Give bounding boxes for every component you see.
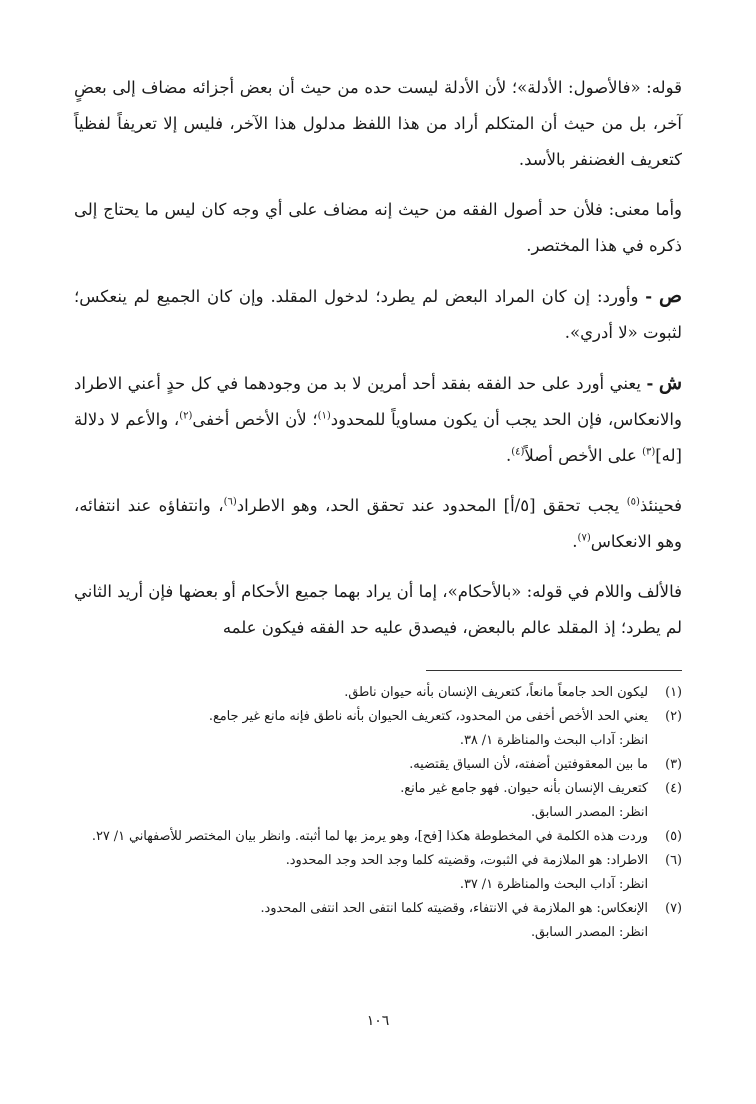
commentary-marker-shin: ش — [658, 372, 683, 394]
footnote-ref-7[interactable]: (٧) — [577, 532, 591, 544]
paragraph-5 — [74, 488, 682, 560]
footnote-text: ما بين المعقوفتين أضفته، لأن السياق يقتضيه. — [409, 757, 648, 772]
footnote-divider — [426, 670, 682, 671]
paragraph-5-text: فحينئذ — [639, 496, 683, 515]
paragraph-1: قوله: «فالأصول: الأدلة»؛ لأن الأدلة ليست حده من حيث أن بعض أجزائه مضاف إلى بعضٍ آخر، بل من حيث أن المتكلم أراد من هذا اللفظ مدلول هذا الآخر، فليس إلا تعريفاً لفظياً كتعريف الغضنفر بالأسد. — [74, 78, 682, 169]
main-text — [74, 70, 682, 646]
footnote-ref-6[interactable]: (٦) — [223, 496, 237, 508]
footnote-text: كتعريف الإنسان بأنه حيوان. فهو جامع غير مانع. — [400, 781, 648, 796]
footnote-4 — [74, 777, 682, 825]
footnote-6 — [74, 849, 682, 897]
footnote-number: (٣) — [665, 757, 682, 772]
marker-dash: - — [646, 374, 654, 393]
paragraph-4 — [74, 365, 682, 474]
footnote-text: الإنعكاس: هو الملازمة في الانتفاء، وقضيته كلما انتفى الحد انتفى المحدود. — [260, 901, 648, 916]
footnote-5 — [74, 825, 682, 849]
footnotes — [74, 681, 682, 945]
footnote-ref-1[interactable]: (١) — [317, 410, 331, 422]
footnote-7 — [74, 897, 682, 945]
paragraph-4-text: ؛ لأن الأخص أخفى — [192, 410, 318, 429]
footnote-text: وردت هذه الكلمة في المخطوطة هكذا [فح]، وهو يرمز بها لما أثبته. وانظر بيان المختصر للأصفهاني ١/ ٢٧. — [91, 829, 648, 844]
footnote-text: ليكون الحد جامعاً مانعاً، كتعريف الإنسان بأنه حيوان ناطق. — [344, 685, 648, 700]
text-marker-sad: ص — [659, 285, 682, 307]
marker-dash: - — [645, 287, 653, 306]
footnote-number: (١) — [665, 685, 682, 700]
paragraph-3 — [74, 278, 682, 351]
paragraph-5-text: ، وانتفاؤه عند انتفائه، وهو الانعكاس — [74, 496, 682, 551]
footnote-ref-2[interactable]: (٢) — [179, 410, 193, 422]
paragraph-3-text: وأورد: إن كان المراد البعض لم يطرد؛ لدخول المقلد. وإن كان الجميع لم ينعكس؛ لثبوت «لا أدري». — [74, 287, 682, 342]
footnote-number: (٧) — [665, 901, 682, 916]
paragraph-4-text: ، والأعم لا دلالة [له] — [74, 410, 682, 465]
footnote-number: (٦) — [665, 853, 682, 868]
footnote-number: (٤) — [665, 781, 682, 796]
footnote-text: يعني الحد الأخص أخفى من المحدود، كتعريف الحيوان بأنه ناطق فإنه مانع غير جامع. — [208, 709, 648, 724]
footnote-3 — [74, 753, 682, 777]
paragraph-6: فالألف واللام في قوله: «بالأحكام»، إما أن يراد بهما جميع الأحكام أو بعضها فإن أريد الثاني لم يطرد؛ إذ المقلد عالم بالبعض، فيصدق عليه حد الفقه فيكون علمه — [74, 582, 682, 637]
footnote-ref-4[interactable]: (٤) — [511, 446, 525, 458]
paragraph-4-text: . — [505, 446, 512, 465]
paragraph-5-text: يجب تحقق [٥/أ] المحدود عند تحقق الحد، وهو الاطراد — [236, 496, 627, 515]
footnote-reference: انظر: آداب البحث والمناظرة ١/ ٣٧. — [459, 877, 648, 892]
footnote-number: (٢) — [665, 709, 682, 724]
paragraph-4-text: يعني أورد على حد الفقه بفقد أحد أمرين لا بد من وجودهما في كل حدٍ أعني الاطراد والانعكاس، فإن الحد يجب أن يكون مساوياً للمحدود — [74, 374, 682, 429]
footnote-reference: انظر: آداب البحث والمناظرة ١/ ٣٨. — [459, 733, 648, 748]
footnote-reference: انظر: المصدر السابق. — [530, 805, 648, 820]
page-content — [74, 70, 682, 945]
paragraph-5-text: . — [572, 532, 578, 551]
footnote-1 — [74, 681, 682, 705]
paragraph-2: وأما معنى: فلأن حد أصول الفقه من حيث إنه مضاف على أي وجه كان ليس ما يحتاج إلى ذكره في هذا المختصر. — [74, 200, 682, 255]
paragraph-4-text: على الأخص أصلاً — [524, 446, 643, 465]
page-number: ١٠٦ — [366, 1013, 390, 1029]
footnote-text: الاطراد: هو الملازمة في الثبوت، وقضيته كلما وجد الحد وجد المحدود. — [285, 853, 648, 868]
footnote-number: (٥) — [665, 829, 682, 844]
footnote-reference: انظر: المصدر السابق. — [530, 925, 648, 940]
footnote-ref-3[interactable]: (٣) — [642, 446, 656, 458]
footnote-2 — [74, 705, 682, 753]
footnote-ref-5[interactable]: (٥) — [626, 496, 640, 508]
